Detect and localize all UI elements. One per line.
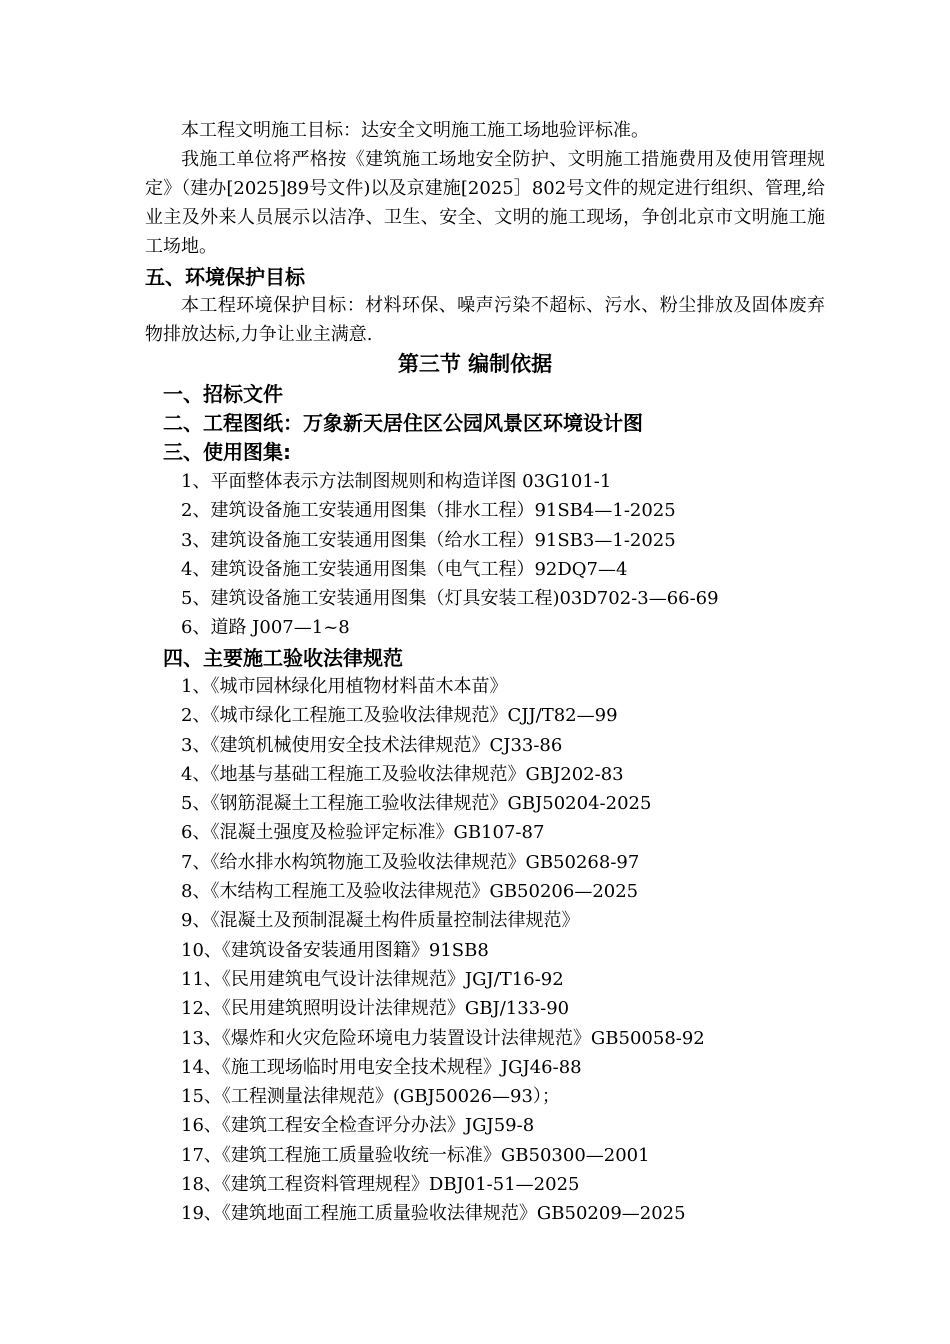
subheading-atlases: 三、使用图集: <box>163 440 291 464</box>
section-heading-environment: 五、环境保护目标 <box>145 265 305 289</box>
list-item: 3、建筑设备施工安装通用图集（给水工程）91SB3—1-2025 <box>181 529 676 551</box>
subheading-standards: 四、主要施工验收法律规范 <box>163 646 403 670</box>
civilized-construction-plan: 我施工单位将严格按《建筑施工场地安全防护、文明施工措施费用及使用管理规定》（建办[2025]89号文件)以及京建施[2025］802号文件的规定进行组织、管理,给业主及外来人员展示以洁净、卫生、安全、文明的施工现场，争创北京市文明施工施工场地。 <box>145 149 825 257</box>
list-item: 19、《建筑地面工程施工质量验收法律规范》GB50209—2025 <box>181 1203 686 1225</box>
list-item: 12、《民用建筑照明设计法律规范》GBJ/133-90 <box>181 998 570 1020</box>
list-item: 6、道路 J007—1~8 <box>181 617 350 639</box>
environment-protection-goal: 本工程环境保护目标：材料环保、噪声污染不超标、污水、粉尘排放及固体废弃物排放达标,力争让业主满意. <box>145 295 825 345</box>
list-item: 6、《混凝土强度及检验评定标准》GB107-87 <box>181 822 545 844</box>
list-item: 10、《建筑设备安装通用图籍》91SB8 <box>181 939 489 961</box>
list-item: 5、《钢筋混凝土工程施工验收法律规范》GBJ50204-2025 <box>181 793 652 815</box>
civilized-construction-goal: 本工程文明施工目标：达安全文明施工施工场地验评标准。 <box>181 120 649 141</box>
list-item: 16、《建筑工程安全检查评分办法》JGJ59-8 <box>181 1115 535 1137</box>
list-item: 9、《混凝土及预制混凝土构件质量控制法律规范》 <box>181 910 580 932</box>
list-item: 4、建筑设备施工安装通用图集（电气工程）92DQ7—4 <box>181 558 628 580</box>
subheading-drawings: 二、工程图纸：万象新天居住区公园风景区环境设计图 <box>163 411 643 435</box>
list-item: 1、《城市园林绿化用植物材料苗木本苗》 <box>181 676 508 697</box>
list-item: 5、建筑设备施工安装通用图集（灯具安装工程)03D702-3—66-69 <box>181 588 719 610</box>
list-item: 3、《建筑机械使用安全技术法律规范》CJ33-86 <box>181 734 563 756</box>
list-item: 1、平面整体表示方法制图规则和构造详图 03G101-1 <box>181 471 612 492</box>
list-item: 17、《建筑工程施工质量验收统一标准》GB50300—2001 <box>181 1144 650 1166</box>
list-item: 13、《爆炸和火灾危险环境电力装置设计法律规范》GB50058-92 <box>181 1027 705 1049</box>
list-item: 11、《民用建筑电气设计法律规范》JGJ/T16-92 <box>181 968 564 990</box>
standards-list <box>181 672 705 1229</box>
atlas-list <box>181 467 719 643</box>
chapter-title: 第三节 编制依据 <box>397 352 553 376</box>
list-item: 2、建筑设备施工安装通用图集（排水工程）91SB4—1-2025 <box>181 500 676 522</box>
list-item: 18、《建筑工程资料管理规程》DBJ01-51—2025 <box>181 1174 580 1196</box>
list-item: 14、《施工现场临时用电安全技术规程》JGJ46-88 <box>181 1056 582 1078</box>
list-item: 15、《工程测量法律规范》(GBJ50026—93）； <box>181 1086 560 1108</box>
list-item: 7、《给水排水构筑物施工及验收法律规范》GB50268-97 <box>181 851 640 873</box>
list-item: 4、《地基与基础工程施工及验收法律规范》GBJ202-83 <box>181 763 624 785</box>
list-item: 8、《木结构工程施工及验收法律规范》GB50206—2025 <box>181 881 639 903</box>
subheading-tender-documents: 一、招标文件 <box>163 382 283 406</box>
list-item: 2、《城市绿化工程施工及验收法律规范》CJJ/T82—99 <box>181 705 618 727</box>
